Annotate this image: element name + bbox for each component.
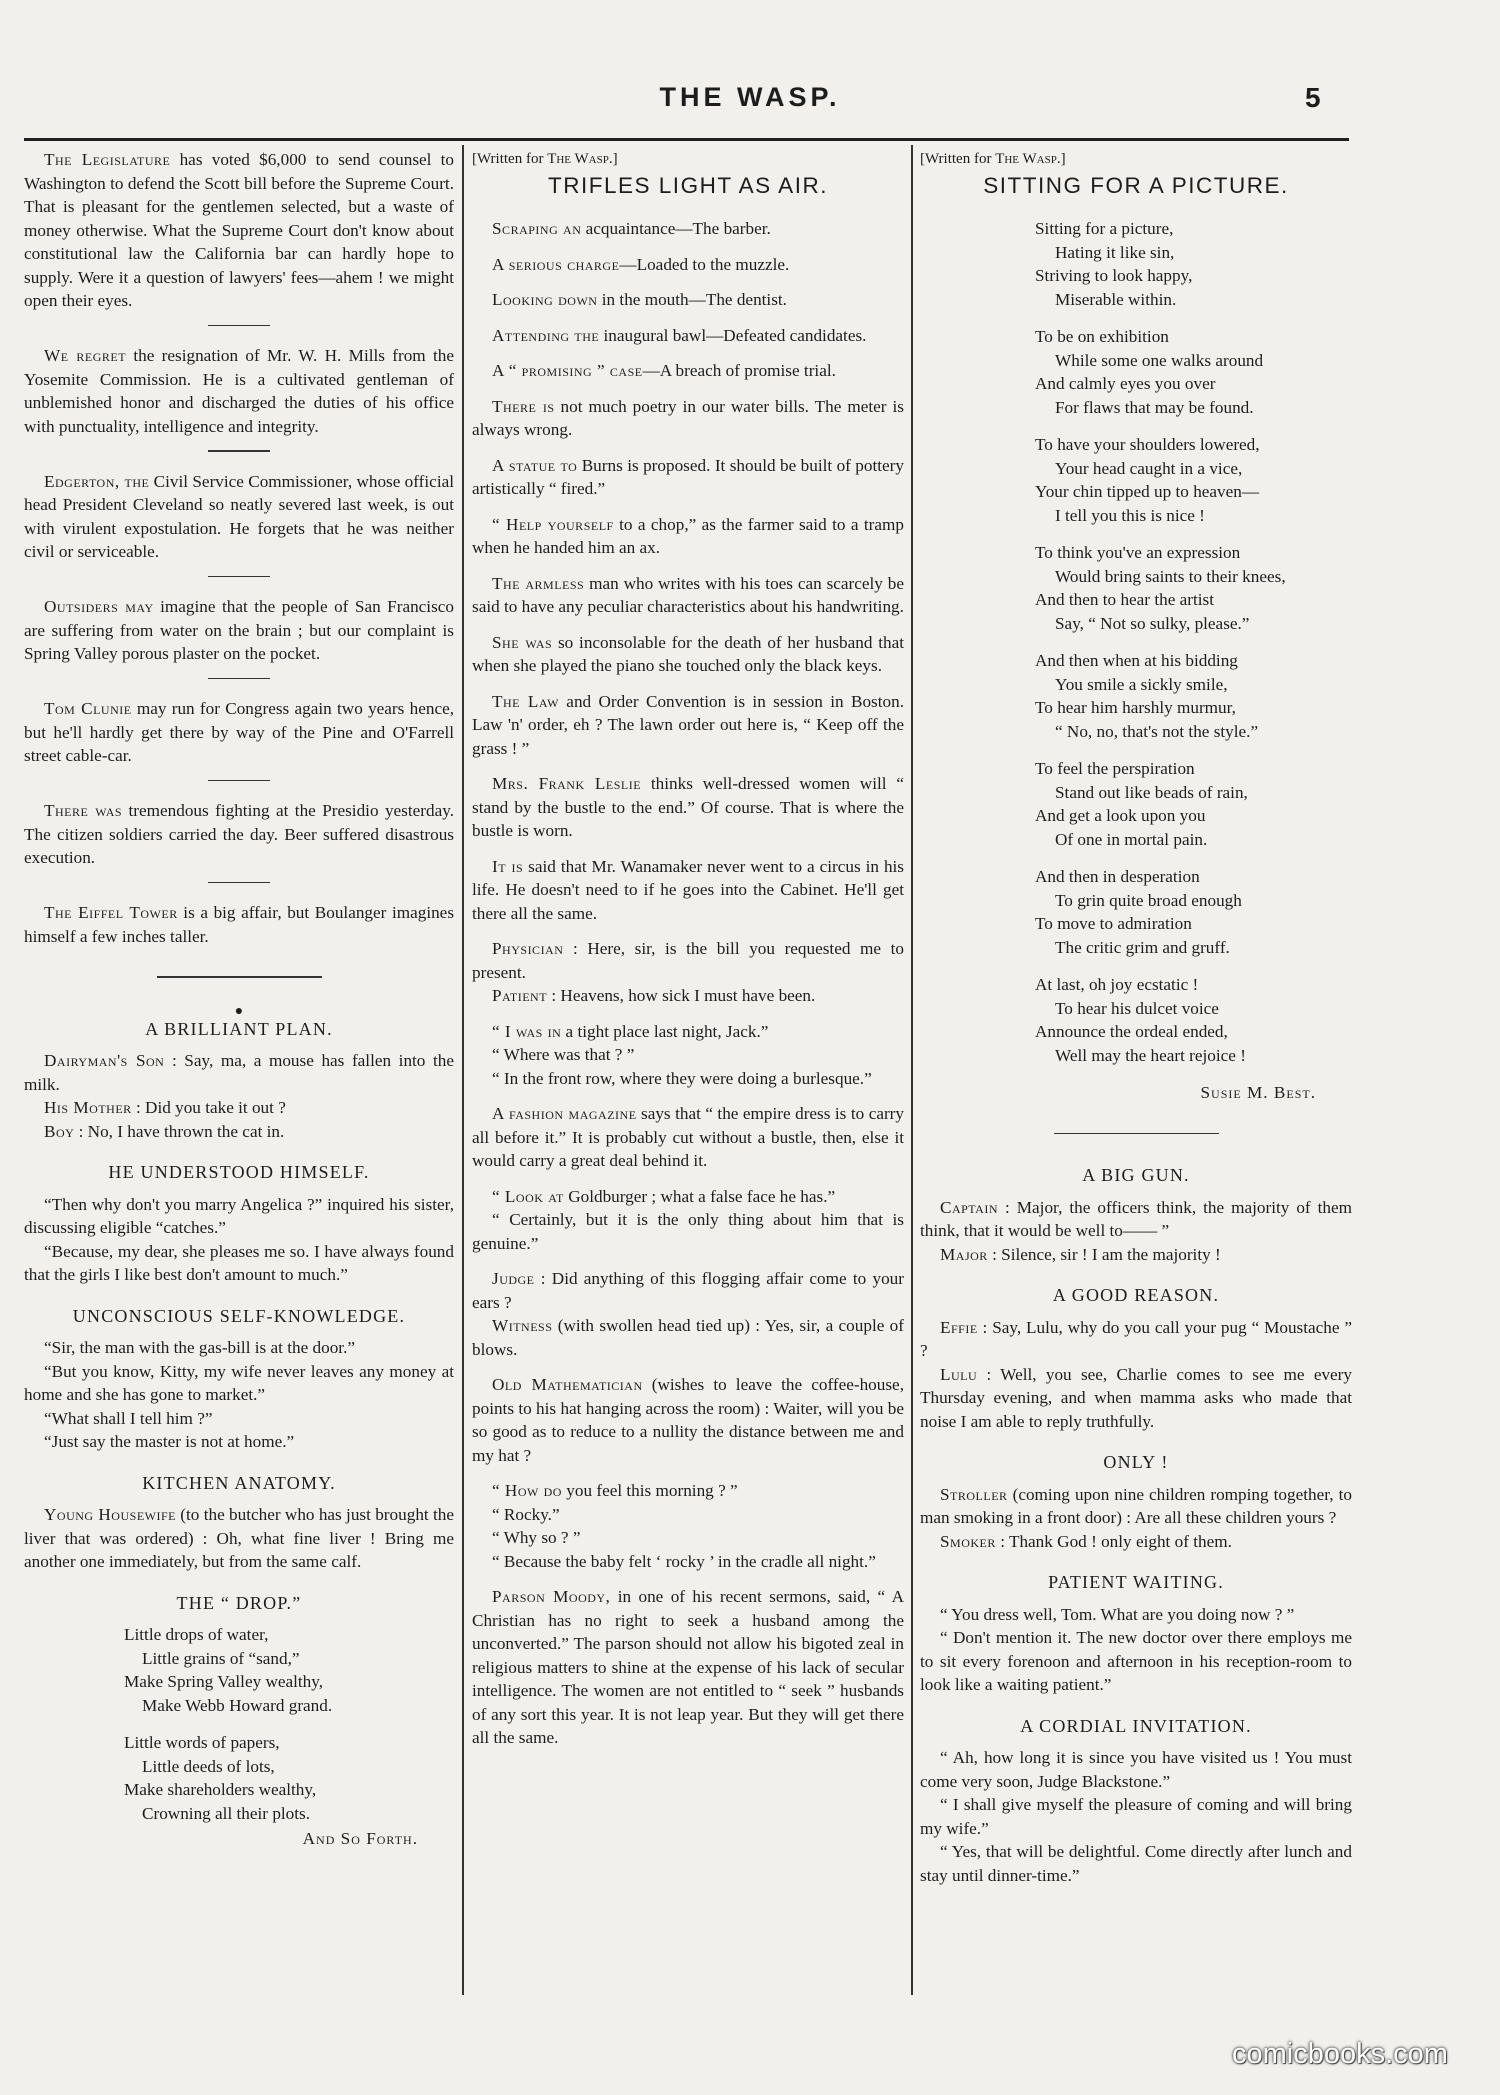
poem-line: Stand out like beads of rain, xyxy=(1055,782,1248,802)
speaker: Judge xyxy=(492,1269,535,1288)
column-left xyxy=(24,148,454,1851)
editorial-paragraph xyxy=(24,470,454,564)
poem-line: Would bring saints to their knees, xyxy=(1055,566,1286,586)
trifle-item xyxy=(472,1102,904,1173)
heading: PATIENT WAITING. xyxy=(1048,1572,1224,1592)
signature xyxy=(24,1827,454,1851)
dialogue-line: “Sir, the man with the gas-bill is at the door.” xyxy=(44,1338,356,1357)
editorial-paragraph xyxy=(24,697,454,768)
poem-line: For flaws that may be found. xyxy=(1055,397,1254,417)
author-name: Susie M. Best. xyxy=(1200,1083,1316,1102)
dialogue-line xyxy=(472,1373,904,1467)
dialogue-line xyxy=(920,1196,1352,1243)
item-text: and Order Convention is in session in Boston. Law 'n' order, eh ? The lawn order out here is, “ Keep off the grass ! ” xyxy=(472,691,904,758)
lead-words: The Law xyxy=(492,691,559,711)
line-text: : Say, ma, a mouse has fallen into the milk. xyxy=(24,1051,454,1094)
dialogue-line xyxy=(472,1479,904,1503)
byline-paper: The Wasp xyxy=(995,151,1057,167)
poem-line: Well may the heart rejoice ! xyxy=(1055,1045,1246,1065)
item-text: not much poetry in our water bills. The meter is always wrong. xyxy=(472,396,904,439)
trifles-list xyxy=(472,217,904,925)
lead-words: Edgerton, the xyxy=(44,471,150,491)
speaker: Captain xyxy=(940,1197,999,1217)
lead-words: Parson Moody, xyxy=(492,1587,611,1606)
speaker: Dairyman's Son xyxy=(44,1051,165,1070)
item-text: —A breach of promise trial. xyxy=(642,361,836,380)
poem-stanza xyxy=(920,433,1352,527)
dialogue-line: “Then why don't you marry Angelica ?” inquired his sister, discussing eligible “catches.” xyxy=(24,1194,454,1237)
line-text: : Here, sir, is the bill you requested me to present. xyxy=(472,939,904,982)
speaker: His Mother xyxy=(44,1098,132,1117)
poem-line: Make Webb Howard grand. xyxy=(142,1695,333,1715)
dialogue-line: “ You dress well, Tom. What are you doing now ? ” xyxy=(940,1604,1295,1624)
poem-line: The critic grim and gruff. xyxy=(1055,937,1230,957)
poem-line: Make shareholders wealthy, xyxy=(124,1780,317,1799)
editorial-paragraph xyxy=(24,595,454,666)
lead-words: There was xyxy=(44,801,123,820)
dialogue-line xyxy=(920,1363,1352,1434)
poem-line: Hating it like sin, xyxy=(1055,242,1175,262)
watermark: comicbooks.com xyxy=(1232,2038,1448,2070)
poem-line: To grin quite broad enough xyxy=(1055,890,1242,910)
line-text: (with swollen head tied up) : Yes, sir, a couple of blows. xyxy=(472,1316,904,1359)
lead-words: A “ promising ” case xyxy=(492,361,643,380)
line-text: : Heavens, how sick I must have been. xyxy=(547,986,816,1005)
line-text: : Major, the officers think, the majority of them think, that it would be well to—— ” xyxy=(920,1197,1352,1240)
poem-line: And then when at his bidding xyxy=(1035,651,1238,670)
poem-line: Your chin tipped up to heaven— xyxy=(1035,482,1260,501)
item-text: thinks well-dressed women will “ stand by the bustle to the end.” Of course. That is where the bustle is worn. xyxy=(472,774,904,840)
dialogue-line: “What shall I tell him ?” xyxy=(44,1408,213,1428)
poem-line: “ No, no, that's not the style.” xyxy=(1055,721,1259,741)
item-text: acquaintance—The barber. xyxy=(581,219,771,238)
dialogue-line: “ Ah, how long it is since you have visited us ! You must come very soon, Judge Blackstone.” xyxy=(920,1748,1352,1791)
poem-line: Of one in mortal pain. xyxy=(1055,829,1208,849)
lead-words: Mrs. Frank Leslie xyxy=(492,774,642,793)
poem-stanza xyxy=(920,325,1352,419)
dialogue-line xyxy=(920,1316,1352,1363)
poem-line: To think you've an expression xyxy=(1035,543,1241,562)
byline xyxy=(920,148,1352,172)
dialogue-line xyxy=(472,1314,904,1361)
editorial-paragraph xyxy=(24,344,454,438)
item-text: so inconsolable for the death of her husband that when she played the piano she touched only the black keys. xyxy=(472,632,904,675)
dialogue-line xyxy=(24,1503,454,1574)
line-text: : No, I have thrown the cat in. xyxy=(74,1121,285,1141)
byline-paper: The Wasp xyxy=(547,151,609,167)
lead-words: Looking down xyxy=(492,290,598,309)
paragraph-text: Civil Service Commissioner, whose official head President Cleveland so neatly severed last week, is out with virulent expostulation. He forgets that he was neither civil or serviceable. xyxy=(24,471,454,561)
trifle-item xyxy=(472,288,904,312)
speaker: Major xyxy=(940,1244,988,1264)
page-number: 5 xyxy=(1305,82,1321,113)
separator xyxy=(208,678,270,680)
poem-line: While some one walks around xyxy=(1055,350,1264,370)
dialogue-line xyxy=(24,1049,454,1096)
line-text: (coming upon nine children romping together, to man smoking in a front door) : Are all these children yours ? xyxy=(920,1484,1352,1527)
speaker: Old Mathematician xyxy=(492,1375,643,1394)
lead-words: She was xyxy=(492,632,553,652)
lead-words: “ How do xyxy=(492,1481,562,1500)
editorial-paragraph xyxy=(24,901,454,948)
dialogue-line xyxy=(472,937,904,984)
dialogue-line: “ I shall give myself the pleasure of coming and will bring my wife.” xyxy=(920,1795,1352,1838)
poem-line: To be on exhibition xyxy=(1035,327,1169,346)
poem-line: Sitting for a picture, xyxy=(1035,219,1174,238)
dialogue-line: “ Rocky.” xyxy=(492,1504,560,1524)
poem-line: And calmly eyes you over xyxy=(1035,374,1216,393)
heading: KITCHEN ANATOMY. xyxy=(142,1472,336,1493)
poem-stanza xyxy=(920,217,1352,311)
poem-line: To move to admiration xyxy=(1035,914,1192,933)
poem-line: To hear his dulcet voice xyxy=(1055,998,1219,1018)
dialogue-line xyxy=(24,1120,454,1144)
byline-text: [Written for xyxy=(920,151,992,167)
lead-words: Scraping an xyxy=(492,219,582,238)
lead-words: The armless xyxy=(492,573,585,593)
lead-words: Outsiders may xyxy=(44,597,154,616)
poem-stanza xyxy=(920,649,1352,743)
item-text: inaugural bawl—Defeated candidates. xyxy=(599,325,867,345)
lead-words: The Eiffel Tower xyxy=(44,903,178,922)
poem-line: Crowning all their plots. xyxy=(142,1803,311,1823)
poem xyxy=(920,217,1352,1067)
dialogue-line: “ Where was that ? ” xyxy=(492,1045,635,1064)
dialogue-line xyxy=(24,1096,454,1120)
dialogue-line xyxy=(472,1267,904,1314)
speaker: Physician xyxy=(492,939,564,958)
separator xyxy=(208,450,270,452)
column-divider xyxy=(462,145,464,1995)
trifle-item xyxy=(472,631,904,678)
byline-end: .] xyxy=(1056,151,1066,167)
trifle-item xyxy=(472,454,904,501)
line-text: : Thank God ! only eight of them. xyxy=(995,1531,1232,1551)
dialogue-line: “ Why so ? ” xyxy=(492,1528,581,1547)
poem-stanza xyxy=(920,973,1352,1067)
paragraph-text: the resignation of Mr. W. H. Mills from the Yosemite Commission. He is a cultivated gentleman of unblemished honor and discharged the duties of his office with punctuality, intelligence and integrity. xyxy=(24,346,454,436)
signature-text: And So Forth. xyxy=(302,1829,418,1848)
lead-words: A serious charge xyxy=(492,254,620,274)
poem-stanza xyxy=(920,757,1352,851)
item-text: man who writes with his toes can scarcely be said to have any peculiar characteristics about his handwriting. xyxy=(472,573,905,616)
dialogue-line: “Because, my dear, she pleases me so. I have always found that the girls I like best don't amount to much.” xyxy=(24,1241,454,1284)
poem-line: Say, “ Not so sulky, please.” xyxy=(1055,613,1250,633)
dialogue-line xyxy=(920,1483,1352,1530)
lead-words: “ Help yourself xyxy=(492,514,614,534)
trifle-item xyxy=(472,253,904,277)
line-text: a tight place last night, Jack.” xyxy=(561,1021,769,1041)
paragraph-text: has voted $6,000 to send counsel to Washington to defend the Scott bill before the Supreme Court. That is pleasant for the gentlemen selected, but a waste of money otherwise. What the Supreme Court don't know about constitutional law the California bar can hardly hope to supply. Were it a question of lawyers' fees—ahem ! we might open their eyes. xyxy=(24,150,454,310)
line-text: : Silence, sir ! I am the majority ! xyxy=(987,1244,1221,1264)
lead-words: We regret xyxy=(44,346,127,365)
trifle-item xyxy=(472,772,904,843)
poem-line: Little words of papers, xyxy=(124,1733,280,1752)
trifle-item xyxy=(472,359,904,383)
lead-words: It is xyxy=(492,856,524,876)
dialogue-line: “ Don't mention it. The new doctor over there employs me to sit every forenoon and afternoon in his reception-room to look like a waiting patient.” xyxy=(920,1628,1352,1694)
heading: A BRILLIANT PLAN. xyxy=(145,1018,333,1039)
poem-line: At last, oh joy ecstatic ! xyxy=(1035,975,1199,994)
trifle-item xyxy=(472,395,904,442)
separator xyxy=(208,780,270,782)
line-text: : Did anything of this flogging affair come to your ears ? xyxy=(472,1269,904,1312)
dialogue-line: “Just say the master is not at home.” xyxy=(44,1432,295,1451)
line-text: : Well, you see, Charlie comes to see me every Thursday evening, and when mamma asks who made that noise I am able to reply truthfully. xyxy=(920,1364,1352,1431)
speaker: Boy xyxy=(44,1121,75,1141)
article-title: SITTING FOR A PICTURE. xyxy=(983,172,1289,198)
lead-words: There is xyxy=(492,396,555,416)
line-text: (to the butcher who has just brought the liver that was ordered) : Oh, what fine liver ! Bring me another one immediately, but from the same calf. xyxy=(24,1505,455,1571)
poem-line: Make Spring Valley wealthy, xyxy=(124,1672,324,1691)
heading: ONLY ! xyxy=(1103,1452,1169,1472)
column-middle xyxy=(472,148,904,1762)
line-text: : Did you take it out ? xyxy=(131,1098,286,1117)
poem-stanza xyxy=(24,1731,454,1825)
separator-long xyxy=(157,976,322,978)
poem-line: Little deeds of lots, xyxy=(142,1756,275,1776)
paragraph-text: may run for Congress again two years hence, but he'll hardly get there by way of the Pine and O'Farrell street cable-car. xyxy=(24,699,454,765)
lead-words: Tom Clunie xyxy=(44,699,132,718)
heading: A BIG GUN. xyxy=(1082,1165,1190,1185)
ornament-dot: ● xyxy=(234,1003,244,1019)
separator xyxy=(208,325,270,327)
dialogue-line: “But you know, Kitty, my wife never leaves any money at home and she has gone to market.” xyxy=(24,1361,454,1404)
trifle-item xyxy=(472,572,904,619)
dialogue-line xyxy=(920,1530,1352,1554)
lead-words: “ Look at xyxy=(492,1186,564,1206)
line-text: in one of his recent sermons, said, “ A Christian has no right to seek a husband among the unconverted.” The parson should not allow his bigoted zeal in religious matters to shine at the expense of his lack of secular intelligence. The women are not entitled to “ seek ” husbands of any sort this year. It is not leap year. But they will get there all the same. xyxy=(472,1587,904,1747)
column-divider xyxy=(911,145,913,1995)
dialogue-line: “ Yes, that will be delightful. Come directly after lunch and stay until dinner-time.” xyxy=(920,1842,1352,1885)
poem-line: And then to hear the artist xyxy=(1035,590,1214,609)
poem-line: I tell you this is nice ! xyxy=(1055,505,1205,525)
poem-stanza xyxy=(920,541,1352,635)
heading: HE UNDERSTOOD HIMSELF. xyxy=(108,1162,370,1182)
lead-words: Attending the xyxy=(492,325,600,345)
poem-line: You smile a sickly smile, xyxy=(1055,674,1228,694)
speaker: Young Housewife xyxy=(44,1505,176,1524)
paragraph-text: imagine that the people of San Francisco are suffering from water on the brain ; but our complaint is Spring Valley porous plaster on the pocket. xyxy=(24,597,454,663)
separator-long xyxy=(1054,1133,1219,1135)
newspaper-title: THE WASP. xyxy=(659,82,841,112)
item-text: said that Mr. Wanamaker never went to a circus in his life. He doesn't need to if he goes into the Cabinet. He'll get there all the same. xyxy=(472,856,904,923)
byline-end: .] xyxy=(608,151,618,167)
line-text: : Say, Lulu, why do you call your pug “ Moustache ” ? xyxy=(920,1317,1352,1360)
line-text: says that “ the empire dress is to carry all before it.” It is probably cut without a bustle, then, else it would carry a great deal behind it. xyxy=(472,1104,904,1170)
speaker: Smoker xyxy=(940,1531,996,1551)
poem-line: Announce the ordeal ended, xyxy=(1035,1022,1228,1041)
trifle-item xyxy=(472,690,904,761)
article-title: TRIFLES LIGHT AS AIR. xyxy=(548,172,828,198)
poem-line: And get a look upon you xyxy=(1035,806,1206,825)
poem-line: Striving to look happy, xyxy=(1035,266,1193,285)
speaker: Lulu xyxy=(940,1364,978,1384)
speaker: Stroller xyxy=(940,1484,1008,1504)
column-right xyxy=(920,148,1352,1899)
masthead xyxy=(0,78,1500,118)
byline-text: [Written for xyxy=(472,151,544,167)
item-text: in the mouth—The dentist. xyxy=(597,290,787,309)
dialogue-line xyxy=(920,1243,1352,1267)
signature xyxy=(920,1081,1352,1105)
trifle-item xyxy=(472,1585,904,1750)
dialogue-line xyxy=(472,984,904,1008)
poem-line: And then in desperation xyxy=(1035,867,1200,886)
paragraph-text: is a big affair, but Boulanger imagines himself a few inches taller. xyxy=(24,903,455,946)
dialogue-line: “ Because the baby felt ‘ rocky ’ in the cradle all night.” xyxy=(492,1551,876,1571)
heading: THE “ DROP.” xyxy=(176,1592,302,1613)
dialogue-line xyxy=(472,1020,904,1044)
editorial-paragraph xyxy=(24,148,454,313)
trifle-item xyxy=(472,217,904,241)
item-text: to a chop,” as the farmer said to a tramp when he handed him an ax. xyxy=(472,514,904,557)
line-text: (wishes to leave the coffee-house, points to his hat hanging across the room) : Waiter, will you be so good as to reduce to a nullity the distance between me and my hat ? xyxy=(472,1375,904,1465)
heading: UNCONSCIOUS SELF-KNOWLEDGE. xyxy=(72,1305,406,1326)
poem-line: Little drops of water, xyxy=(124,1625,269,1644)
lead-words: The Legislature xyxy=(44,150,171,169)
header-rule xyxy=(24,138,1349,141)
lead-words: A fashion magazine xyxy=(492,1104,637,1123)
lead-words: “ I was in xyxy=(492,1021,562,1041)
trifle-item xyxy=(472,513,904,560)
separator xyxy=(208,576,270,578)
poem-line: Your head caught in a vice, xyxy=(1055,458,1243,478)
trifle-item xyxy=(472,855,904,926)
lead-words: A statue to xyxy=(492,455,578,475)
editorial-paragraph xyxy=(24,799,454,870)
speaker: Patient xyxy=(492,986,548,1005)
poem-line: To feel the perspiration xyxy=(1035,759,1195,778)
dialogue-line: “ In the front row, where they were doing a burlesque.” xyxy=(492,1068,872,1088)
dialogue-line xyxy=(472,1185,904,1209)
speaker: Effie xyxy=(940,1317,978,1337)
poem-line: To have your shoulders lowered, xyxy=(1035,435,1260,454)
separator xyxy=(208,882,270,884)
item-text: —Loaded to the muzzle. xyxy=(619,254,790,274)
line-text: you feel this morning ? ” xyxy=(561,1481,738,1500)
poem-stanza xyxy=(920,865,1352,959)
poem-line: To hear him harshly murmur, xyxy=(1035,698,1236,717)
byline xyxy=(472,148,904,172)
heading: A CORDIAL INVITATION. xyxy=(1020,1715,1252,1736)
dialogue-line: “ Certainly, but it is the only thing about him that is genuine.” xyxy=(472,1210,904,1253)
item-text: Burns is proposed. It should be built of pottery artistically “ fired.” xyxy=(472,455,904,498)
line-text: Goldburger ; what a false face he has.” xyxy=(563,1186,836,1206)
paragraph-text: tremendous fighting at the Presidio yesterday. The citizen soldiers carried the day. Beer suffered disastrous execution. xyxy=(24,801,454,867)
trifle-item xyxy=(472,324,904,348)
heading: A GOOD REASON. xyxy=(1052,1285,1220,1305)
poem-line: Miserable within. xyxy=(1055,289,1177,309)
speaker: Witness xyxy=(492,1316,553,1335)
poem-line: Little grains of “sand,” xyxy=(142,1648,300,1668)
poem-stanza xyxy=(24,1623,454,1717)
